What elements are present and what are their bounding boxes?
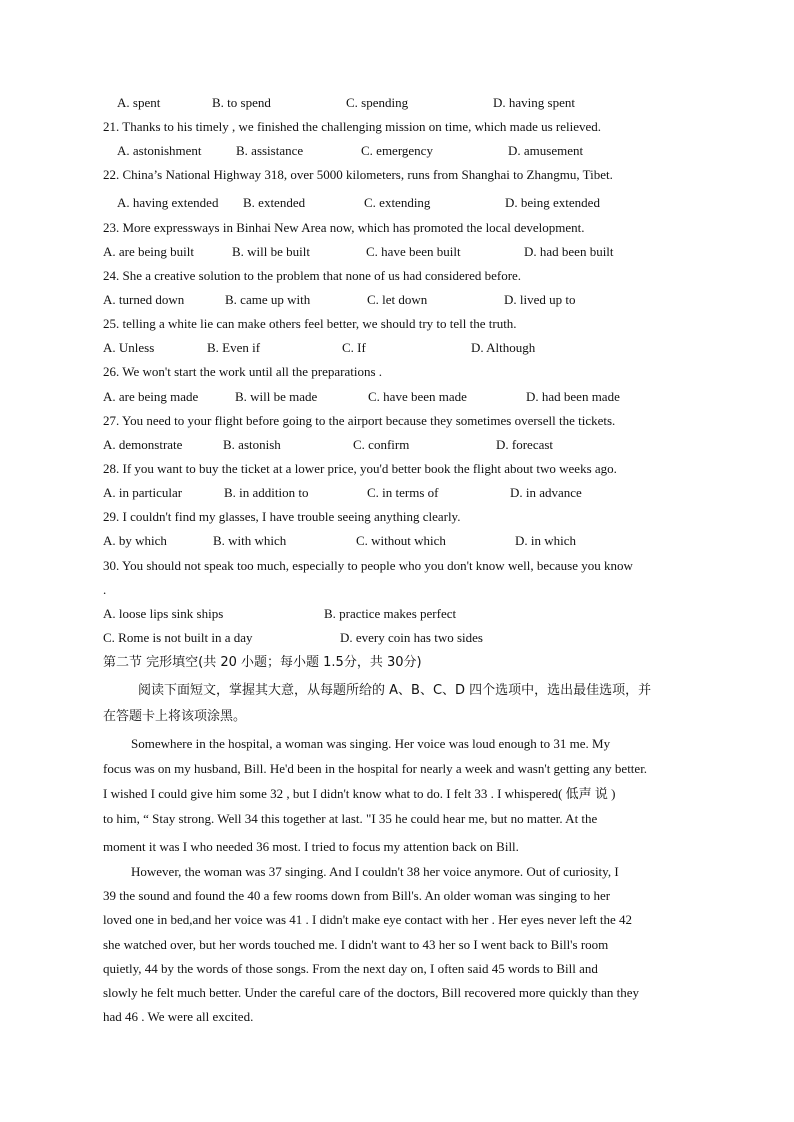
q28-option-d: D. in advance bbox=[510, 485, 582, 500]
passage-p1-line4: to him, “ Stay strong. Well 34 this together at last. "I 35 he could hear me, but no matter. At the bbox=[103, 811, 598, 826]
passage-p1-line2: focus was on my husband, Bill. He'd been in the hospital for nearly a week and wasn't getting any better. bbox=[103, 761, 648, 776]
q27-option-b: B. astonish bbox=[223, 437, 281, 452]
q23-option-c: C. have been built bbox=[366, 244, 461, 259]
q24-option-d: D. lived up to bbox=[504, 292, 576, 307]
q24-stem: 24. She a creative solution to the problem that none of us had considered before. bbox=[103, 268, 522, 283]
q29-option-a: A. by which bbox=[103, 533, 167, 548]
q21-option-c: C. emergency bbox=[361, 143, 433, 158]
q29-option-d: D. in which bbox=[515, 533, 577, 548]
q28-option-b: B. in addition to bbox=[224, 485, 309, 500]
q30-option-a: A. loose lips sink ships bbox=[103, 606, 224, 621]
section2-instruction-line1: 阅读下面短文，掌握其大意，从每题所给的 A、B、C、D 四个选项中，选出最佳选项，并 bbox=[138, 683, 652, 698]
q22-option-c: C. extending bbox=[364, 195, 431, 210]
q26-option-b: B. will be made bbox=[235, 389, 318, 404]
q24-option-b: B. came up with bbox=[225, 292, 311, 307]
q24-option-a: A. turned down bbox=[103, 292, 185, 307]
q23-option-b: B. will be built bbox=[232, 244, 310, 259]
q29-option-c: C. without which bbox=[356, 533, 446, 548]
q29-option-b: B. with which bbox=[213, 533, 287, 548]
q28-option-a: A. in particular bbox=[103, 485, 183, 500]
passage-p1-line3: I wished I could give him some 32 , but I didn't know what to do. I felt 33 . I whispered( 低声 说 ) bbox=[103, 786, 616, 801]
q20-option-a: A. spent bbox=[117, 95, 161, 110]
passage-p2-line7: had 46 . We were all excited. bbox=[103, 1009, 254, 1024]
q26-option-c: C. have been made bbox=[368, 389, 467, 404]
q26-option-a: A. are being made bbox=[103, 389, 199, 404]
q28-option-c: C. in terms of bbox=[367, 485, 439, 500]
q21-option-a: A. astonishment bbox=[117, 143, 202, 158]
passage-p2-line2: 39 the sound and found the 40 a few rooms down from Bill's. An older woman was singing to her bbox=[103, 888, 611, 903]
passage-p2-line4: she watched over, but her words touched me. I didn't want to 43 her so I went back to Bill's room bbox=[103, 937, 609, 952]
q25-option-c: C. If bbox=[342, 340, 366, 355]
q22-stem: 22. China’s National Highway 318, over 5000 kilometers, runs from Shanghai to Zhangmu, Tibet. bbox=[103, 167, 613, 182]
q25-option-a: A. Unless bbox=[103, 340, 155, 355]
q29-stem: 29. I couldn't find my glasses, I have trouble seeing anything clearly. bbox=[103, 509, 461, 524]
q27-option-d: D. forecast bbox=[496, 437, 554, 452]
q21-option-d: D. amusement bbox=[508, 143, 584, 158]
q27-option-c: C. confirm bbox=[353, 437, 410, 452]
q23-option-a: A. are being built bbox=[103, 244, 194, 259]
passage-p2-line6: slowly he felt much better. Under the careful care of the doctors, Bill recovered more quickly than they bbox=[103, 985, 640, 1000]
q24-option-c: C. let down bbox=[367, 292, 428, 307]
q22-option-b: B. extended bbox=[243, 195, 306, 210]
q20-option-c: C. spending bbox=[346, 95, 409, 110]
passage-p2-line1: However, the woman was 37 singing. And I couldn't 38 her voice anymore. Out of curiosity, I bbox=[131, 864, 619, 879]
section2-instruction-line2: 在答题卡上将该项涂黑。 bbox=[103, 709, 247, 724]
q22-option-d: D. being extended bbox=[505, 195, 600, 210]
q20-option-d: D. having spent bbox=[493, 95, 575, 110]
q23-stem: 23. More expressways in Binhai New Area now, which has promoted the local development. bbox=[103, 220, 585, 235]
q30-option-c: C. Rome is not built in a day bbox=[103, 630, 253, 645]
q25-option-d: D. Although bbox=[471, 340, 536, 355]
q23-option-d: D. had been built bbox=[524, 244, 614, 259]
q28-stem: 28. If you want to buy the ticket at a lower price, you'd better book the flight about two weeks ago. bbox=[103, 461, 617, 476]
q26-stem: 26. We won't start the work until all the preparations . bbox=[103, 364, 383, 379]
q30-option-b: B. practice makes perfect bbox=[324, 606, 457, 621]
q26-option-d: D. had been made bbox=[526, 389, 620, 404]
passage-p1-line5: moment it was I who needed 36 most. I tried to focus my attention back on Bill. bbox=[103, 839, 519, 854]
q30-stem-end: . bbox=[103, 582, 107, 597]
q30-option-d: D. every coin has two sides bbox=[340, 630, 483, 645]
section2-heading: 第二节 完形填空(共 20 小题；每小题 1.5分，共 30分) bbox=[103, 655, 422, 670]
q30-stem: 30. You should not speak too much, especially to people who you don't know well, because you know bbox=[103, 558, 633, 573]
q21-option-b: B. assistance bbox=[236, 143, 304, 158]
passage-p2-line3: loved one in bed,and her voice was 41 . I didn't make eye contact with her . Her eyes never left the 42 bbox=[103, 912, 633, 927]
q25-option-b: B. Even if bbox=[207, 340, 261, 355]
q22-option-a: A. having extended bbox=[117, 195, 219, 210]
q27-option-a: A. demonstrate bbox=[103, 437, 183, 452]
q21-stem: 21. Thanks to his timely , we finished the challenging mission on time, which made us relieved. bbox=[103, 119, 602, 134]
passage-p1-line1: Somewhere in the hospital, a woman was singing. Her voice was loud enough to 31 me. My bbox=[131, 736, 611, 751]
q27-stem: 27. You need to your flight before going to the airport because they sometimes oversell the tickets. bbox=[103, 413, 616, 428]
q20-option-b: B. to spend bbox=[212, 95, 271, 110]
passage-p2-line5: quietly, 44 by the words of those songs. From the next day on, I often said 45 words to Bill and bbox=[103, 961, 598, 976]
q25-stem: 25. telling a white lie can make others feel better, we should try to tell the truth. bbox=[103, 316, 517, 331]
